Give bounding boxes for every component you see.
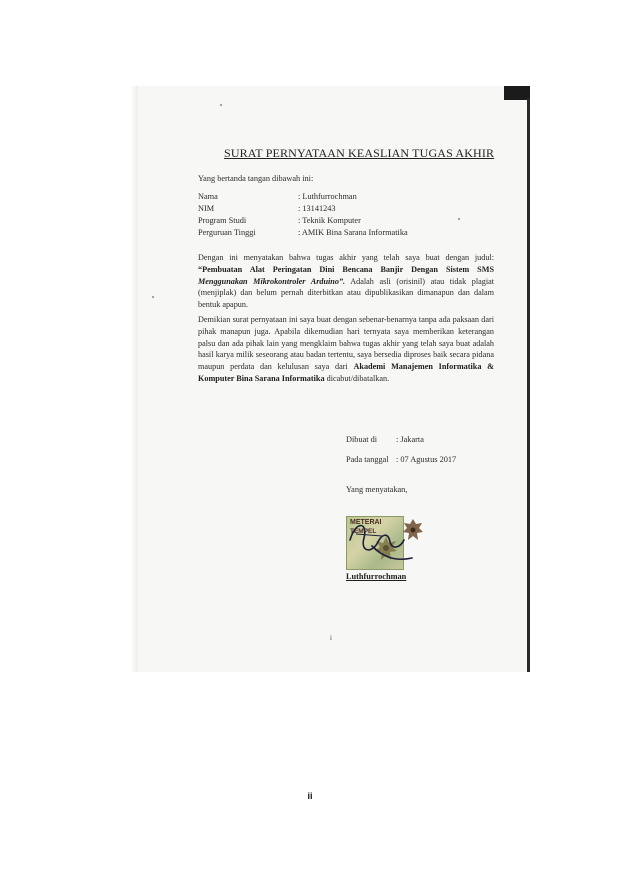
stamp-label-bottom: TEMPEL (350, 528, 377, 535)
field-label-perguruan-tinggi: Perguruan Tinggi (198, 228, 256, 237)
field-value-program-studi: : Teknik Komputer (298, 216, 361, 225)
statement-rest: Adalah asli (orisinil) atau tidak plagiat (menjiplak) dan belum pernah diterbitkan atau dipublikasikan dimanapun dan dalam bentuk apapun. (198, 276, 494, 310)
handwritten-signature-icon (342, 512, 422, 572)
statement-lead: Dengan ini menyatakan bahwa tugas akhir yang telah saya buat dengan judul: (198, 253, 494, 262)
scan-right-edge (527, 98, 530, 672)
statement-paragraph (198, 252, 494, 311)
field-label-program-studi: Program Studi (198, 216, 247, 225)
stamp-label-top: METERAI (350, 519, 382, 526)
institution-name: Akademi Manajemen Informatika & Komputer Bina Sarana Informatika (198, 362, 495, 383)
date-label: Pada tanggal (346, 455, 389, 464)
document-title: SURAT PERNYATAAN KEASLIAN TUGAS AKHIR (224, 146, 495, 160)
field-label-nim: NIM (198, 204, 215, 213)
intro-text: Yang bertanda tangan dibawah ini: (198, 174, 314, 183)
scanned-document (138, 86, 530, 672)
declaration-text: Demikian surat pernyataan ini saya buat dengan sebenar-benarnya tanpa ada paksaan dari pihak manapun juga. Apabila dikemudian hari ternyata saya memberikan keterangan palsu dan ada pihak lain yang mengklaim bahwa tugas akhir yang telah saya buat adalah hasil karya milik seseorang atau badan tertentu, saya bersedia diproses baik secara pidana maupun perdata dan kelulusan saya dari (198, 315, 494, 372)
scan-page-number: i (330, 634, 332, 642)
thesis-title-part2: Menggunakan Mikrokontroler Arduino”. (198, 276, 346, 286)
scan-speck (458, 218, 460, 220)
scan-speck (152, 296, 154, 298)
field-value-nim: : 13141243 (298, 204, 336, 213)
date-value: : 07 Agustus 2017 (396, 455, 457, 464)
page-number: ii (307, 791, 313, 801)
declaration-tail: dicabut/dibatalkan. (326, 373, 390, 383)
declaration-paragraph (198, 314, 494, 385)
place-value: : Jakarta (396, 435, 424, 444)
place-label: Dibuat di (346, 435, 378, 444)
closing-text: Yang menyatakan, (346, 485, 408, 494)
signer-name: Luthfurrochman (346, 572, 407, 581)
field-value-nama: : Luthfurrochman (298, 192, 357, 201)
thesis-title-part1: “Pembuatan Alat Peringatan Dini Bencana Banjir Dengan Sistem SMS (198, 264, 494, 274)
field-value-perguruan-tinggi: : AMIK Bina Sarana Informatika (298, 228, 408, 237)
field-label-nama: Nama (198, 192, 218, 201)
scan-speck (220, 104, 222, 106)
